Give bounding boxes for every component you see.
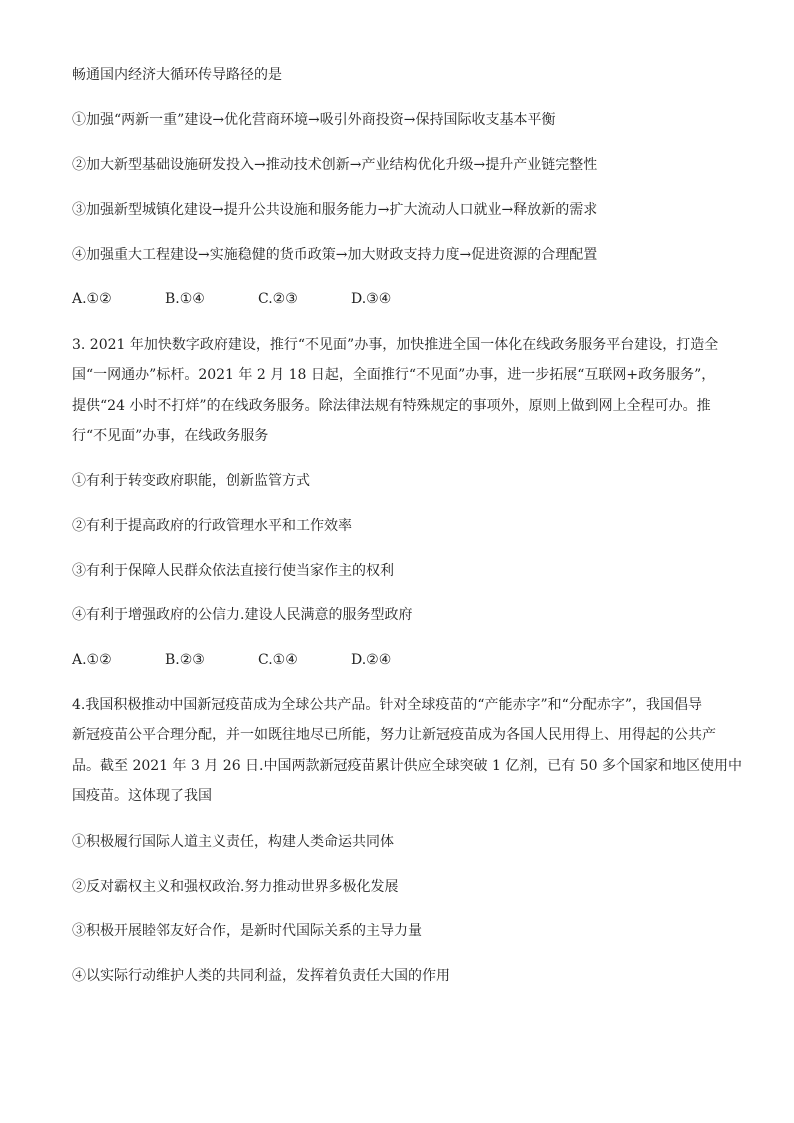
q2-answer-c: C.②③ [258, 291, 298, 307]
q3-option-3: ③有利于保障人民群众依法直接行使当家作主的权利 [72, 563, 394, 579]
q3-option-2: ②有利于提高政府的行政管理水平和工作效率 [72, 518, 352, 534]
q4-stem-line-4: 国疫苗。这体现了我国 [72, 788, 212, 804]
q3-stem-line-4: 行“不见面”办事，在线政务服务 [72, 428, 269, 444]
q2-option-4: ④加强重大工程建设→实施稳健的货币政策→加大财政支持力度→促进资源的合理配置 [72, 247, 598, 263]
q3-answer-a: A.①② [72, 652, 112, 668]
q2-answer-choices [72, 289, 444, 309]
q4-stem-line-1: 4.我国积极推动中国新冠疫苗成为全球公共产品。针对全球疫苗的“产能赤字”和“分配赤字”，我国倡导 [72, 697, 702, 713]
q4-option-4: ④以实际行动维护人类的共同利益，发挥着负责任大国的作用 [72, 968, 450, 984]
q4-option-3: ③积极开展睦邻友好合作，是新时代国际关系的主导力量 [72, 923, 422, 939]
q4-stem-line-3: 品。截至 2021 年 3 月 26 日.中国两款新冠疫苗累计供应全球突破 1 亿剂，已有 50 多个国家和地区使用中 [72, 758, 743, 774]
q2-stem: 畅通国内经济大循环传导路径的是 [72, 67, 282, 83]
q3-option-1: ①有利于转变政府职能，创新监管方式 [72, 473, 310, 489]
q3-stem-line-3: 提供“24 小时不打烊”的在线政务服务。除法律法规有特殊规定的事项外，原则上做到网上全程可办。推 [72, 398, 711, 414]
q3-stem-line-2: 国“一网通办”标杆。2021 年 2 月 18 日起，全面推行“不见面”办事，进一步拓展“互联网+政务服务”， [72, 367, 716, 383]
q3-option-4: ④有利于增强政府的公信力.建设人民满意的服务型政府 [72, 607, 413, 623]
q3-answer-d: D.②④ [351, 652, 392, 668]
q2-option-3: ③加强新型城镇化建设→提升公共设施和服务能力→扩大流动人口就业→释放新的需求 [72, 202, 598, 218]
q2-answer-d: D.③④ [351, 291, 392, 307]
q3-answer-b: B.②③ [165, 652, 205, 668]
q2-option-1: ①加强“两新一重”建设→优化营商环境→吸引外商投资→保持国际收支基本平衡 [72, 112, 556, 128]
q4-option-1: ①积极履行国际人道主义责任，构建人类命运共同体 [72, 834, 394, 850]
q2-answer-b: B.①④ [165, 291, 205, 307]
q4-stem-line-2: 新冠疫苗公平合理分配，并一如既往地尽已所能，努力让新冠疫苗成为各国人民用得上、用得起的公共产 [72, 727, 716, 743]
q3-stem-line-1: 3. 2021 年加快数字政府建设，推行“不见面”办事，加快推进全国一体化在线政务服务平台建设，打造全 [72, 337, 719, 353]
q3-answer-choices [72, 650, 444, 670]
q4-option-2: ②反对霸权主义和强权政治.努力推动世界多极化发展 [72, 879, 399, 895]
q2-option-2: ②加大新型基础设施研发投入→推动技术创新→产业结构优化升级→提升产业链完整性 [72, 157, 598, 173]
q2-answer-a: A.①② [72, 291, 112, 307]
q3-answer-c: C.①④ [258, 652, 298, 668]
